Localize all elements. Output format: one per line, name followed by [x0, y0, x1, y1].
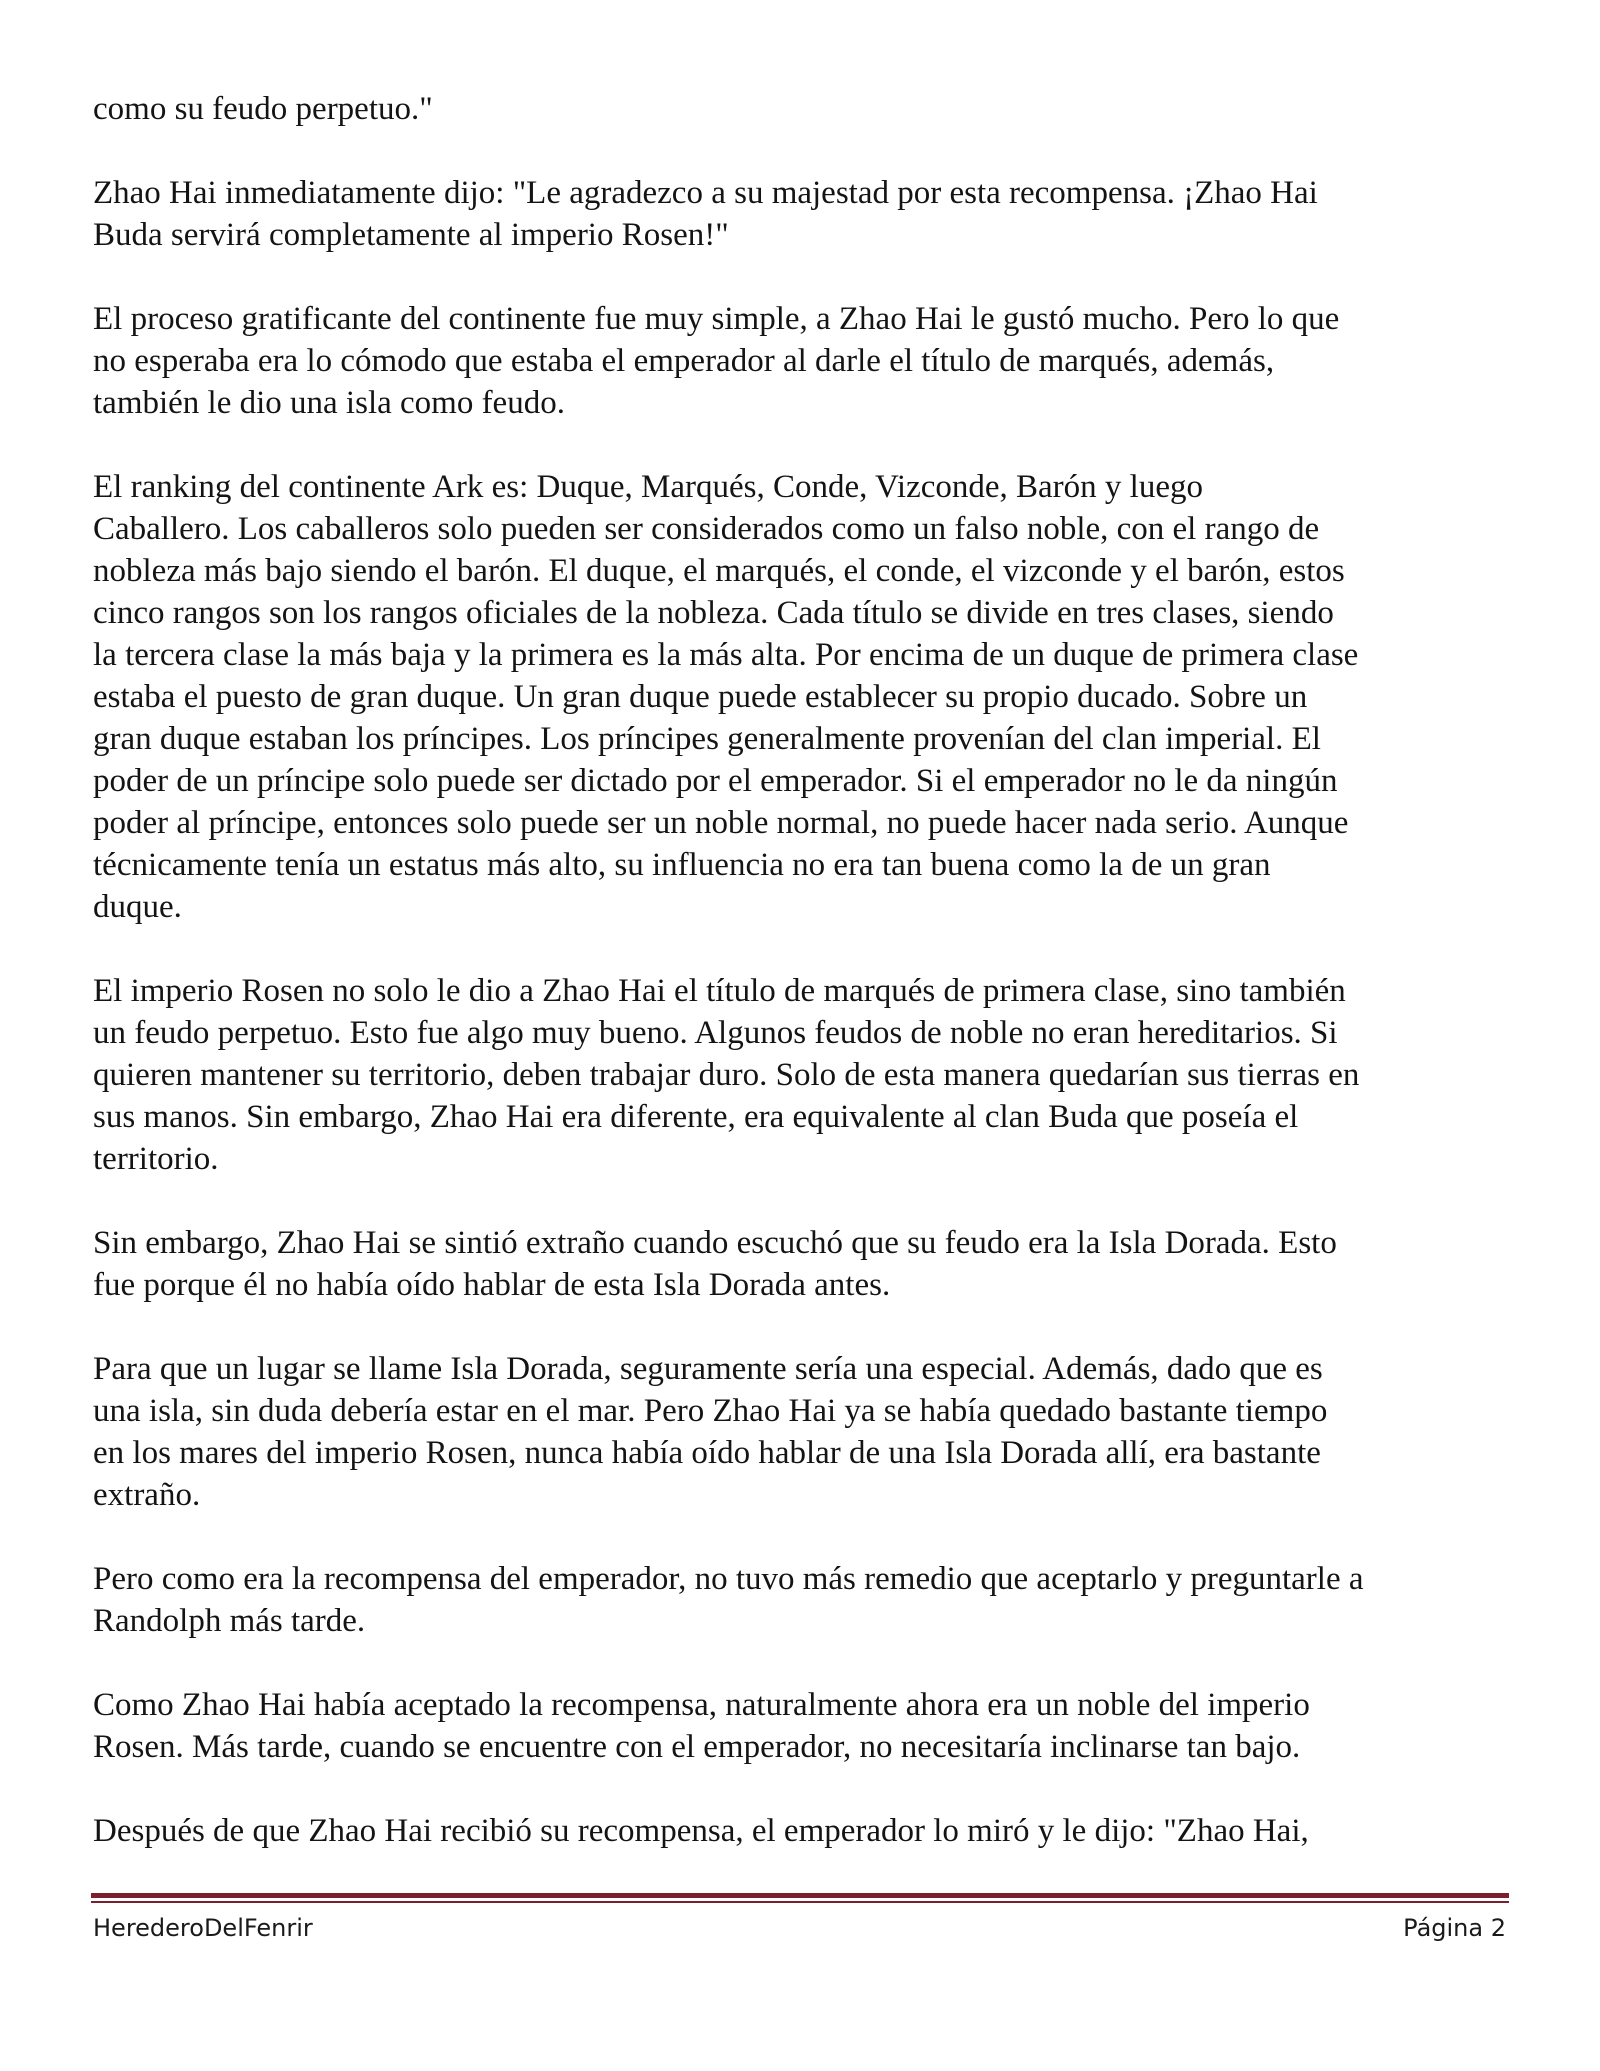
footer-rule-secondary — [91, 1901, 1509, 1903]
paragraph: El proceso gratificante del continente fue muy simple, a Zhao Hai le gustó mucho. Pero lo que no esperaba era lo cómodo que estaba el emperador al darle el título de marqués, además, también le dio una isla como feudo. — [93, 301, 1340, 421]
footer-author: HerederoDelFenrir — [93, 1914, 313, 1942]
paragraph: como su feudo perpetuo." — [93, 91, 433, 127]
paragraph: Después de que Zhao Hai recibió su recompensa, el emperador lo miró y le dijo: "Zhao Hai, — [93, 1813, 1309, 1849]
paragraph: Como Zhao Hai había aceptado la recompensa, naturalmente ahora era un noble del imperio Rosen. Más tarde, cuando se encuentre con el emperador, no necesitaría inclinarse tan bajo. — [93, 1687, 1310, 1765]
paragraph: Sin embargo, Zhao Hai se sintió extraño cuando escuchó que su feudo era la Isla Dorada. Esto fue porque él no había oído hablar de esta Isla Dorada antes. — [93, 1225, 1337, 1303]
paragraph: El imperio Rosen no solo le dio a Zhao Hai el título de marqués de primera clase, sino también un feudo perpetuo. Esto fue algo muy bueno. Algunos feudos de noble no eran hereditarios. Si quieren mantener su territorio, deben trabajar duro. Solo de esta manera quedarían sus tierras en sus manos. Sin embargo, Zhao Hai era diferente, era equivalente al clan Buda que poseía el territorio. — [93, 973, 1360, 1177]
paragraph: Pero como era la recompensa del emperador, no tuvo más remedio que aceptarlo y preguntarle a Randolph más tarde. — [93, 1561, 1364, 1639]
body-text — [93, 88, 1513, 1852]
paragraph: El ranking del continente Ark es: Duque, Marqués, Conde, Vizconde, Barón y luego Caballero. Los caballeros solo pueden ser considerados como un falso noble, con el rango de nobleza más bajo siendo el barón. El duque, el marqués, el conde, el vizconde y el barón, estos cinco rangos son los rangos oficiales de la nobleza. Cada título se divide en tres clases, siendo la tercera clase la más baja y la primera es la más alta. Por encima de un duque de primera clase estaba el puesto de gran duque. Un gran duque puede establecer su propio ducado. Sobre un gran duque estaban los príncipes. Los príncipes generalmente provenían del clan imperial. El poder de un príncipe solo puede ser dictado por el emperador. Si el emperador no le da ningún poder al príncipe, entonces solo puede ser un noble normal, no puede hacer nada serio. Aunque técnicamente tenía un estatus más alto, su influencia no era tan buena como la de un gran duque. — [93, 469, 1359, 925]
footer-page-number: Página 2 — [1403, 1914, 1506, 1942]
paragraph: Zhao Hai inmediatamente dijo: "Le agradezco a su majestad por esta recompensa. ¡Zhao Hai Buda servirá completamente al imperio Rosen!" — [93, 175, 1318, 253]
paragraph: Para que un lugar se llame Isla Dorada, seguramente sería una especial. Además, dado que es una isla, sin duda debería estar en el mar. Pero Zhao Hai ya se había quedado bastante tiempo en los mares del imperio Rosen, nunca había oído hablar de una Isla Dorada allí, era bastante extraño. — [93, 1351, 1328, 1513]
footer-rule — [91, 1893, 1509, 1898]
